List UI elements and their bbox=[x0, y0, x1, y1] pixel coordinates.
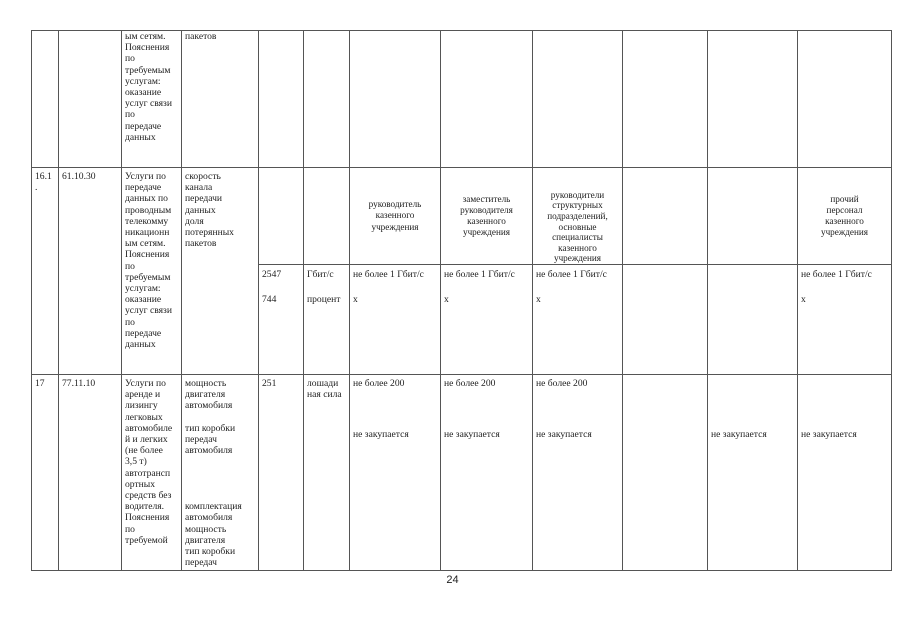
table-row bbox=[32, 168, 892, 265]
value-cell-division bbox=[533, 265, 623, 375]
not-purchased: не закупается bbox=[444, 429, 500, 440]
service-name-cell: Услуги по передаче данных по проводным телекомму никационн ым сетям. Пояснения по требуемым услугам: оказание услуг связи по передаче данных bbox=[122, 168, 182, 375]
unit-header-blank bbox=[304, 168, 350, 265]
not-purchased: не закупается bbox=[536, 429, 592, 440]
okei-code-loss: 744 bbox=[262, 294, 277, 305]
value-cell-head bbox=[350, 31, 441, 168]
okei-header-blank bbox=[259, 168, 304, 265]
speed-limit: не более 1 Гбит/с bbox=[353, 269, 424, 280]
unit-cell bbox=[304, 31, 350, 168]
value-cell-extra bbox=[623, 31, 708, 168]
value-cell-head bbox=[350, 375, 441, 571]
speed-limit: не более 1 Гбит/с bbox=[536, 269, 607, 280]
okpd-code-cell: 61.10.30 bbox=[59, 168, 122, 375]
speed-limit: не более 1 Гбит/с bbox=[801, 269, 872, 280]
header-head-of-institution: руководитель казенного учреждения bbox=[350, 168, 441, 265]
speed-limit: не более 1 Гбит/с bbox=[444, 269, 515, 280]
unit-cell bbox=[304, 265, 350, 375]
header-other-staff: прочий персонал казенного учреждения bbox=[798, 168, 892, 265]
row-number-cell: 17 bbox=[32, 375, 59, 571]
okei-cell: 251 bbox=[259, 375, 304, 571]
value-cell-division bbox=[533, 375, 623, 571]
characteristics-cell: мощность двигателя автомобиля тип коробки передач автомобиля комплектация автомобиля мощность двигателя тип коробки передач bbox=[182, 375, 259, 571]
value-cell-deputy bbox=[441, 31, 533, 168]
header-blank-2 bbox=[708, 168, 798, 265]
not-purchased: не закупается bbox=[711, 429, 767, 440]
row-number-cell bbox=[32, 31, 59, 168]
okpd-code-cell bbox=[59, 31, 122, 168]
header-deputy-head: заместитель руководителя казенного учреждения bbox=[441, 168, 533, 265]
loss-mark: x bbox=[536, 294, 541, 305]
service-name-cell: Услуги по аренде и лизингу легковых автомобиле й и легких (не более 3,5 т) автотрансп ортных средств без водителя. Пояснения по требуемой bbox=[122, 375, 182, 571]
loss-mark: x bbox=[353, 294, 358, 305]
value-cell-extra-2 bbox=[708, 375, 798, 571]
value-cell-other bbox=[798, 265, 892, 375]
okei-cell bbox=[259, 265, 304, 375]
not-purchased: не закупается bbox=[353, 429, 409, 440]
page-number: 24 bbox=[446, 574, 459, 586]
value-cell-extra bbox=[623, 265, 708, 375]
value-cell-division bbox=[533, 31, 623, 168]
not-purchased: не закупается bbox=[801, 429, 857, 440]
unit-speed: Гбит/с bbox=[307, 269, 334, 280]
table-row bbox=[32, 375, 892, 571]
power-limit: не более 200 bbox=[444, 378, 496, 389]
loss-mark: x bbox=[801, 294, 806, 305]
power-limit: не более 200 bbox=[353, 378, 405, 389]
characteristics-cell: скорость канала передачи данных доля потерянных пакетов bbox=[182, 168, 259, 375]
value-cell-extra-2 bbox=[708, 31, 798, 168]
header-blank-1 bbox=[623, 168, 708, 265]
value-cell-deputy bbox=[441, 265, 533, 375]
value-cell-extra bbox=[623, 375, 708, 571]
power-limit: не более 200 bbox=[536, 378, 588, 389]
service-name-cell: ым сетям. Пояснения по требуемым услугам: оказание услуг связи по передаче данных bbox=[122, 31, 182, 168]
value-cell-head bbox=[350, 265, 441, 375]
header-division-heads: руководители структурных подразделений, основные специалисты казенного учреждения bbox=[533, 168, 623, 265]
normative-costs-table bbox=[31, 30, 892, 571]
unit-cell: лошади ная сила bbox=[304, 375, 350, 571]
okpd-code-cell: 77.11.10 bbox=[59, 375, 122, 571]
value-cell-deputy bbox=[441, 375, 533, 571]
unit-loss: процент bbox=[307, 294, 341, 305]
value-cell-other bbox=[798, 31, 892, 168]
row-number-cell: 16.1 . bbox=[32, 168, 59, 375]
okei-code-speed: 2547 bbox=[262, 269, 282, 280]
table-row bbox=[32, 31, 892, 168]
okei-cell bbox=[259, 31, 304, 168]
value-cell-extra-2 bbox=[708, 265, 798, 375]
value-cell-other bbox=[798, 375, 892, 571]
loss-mark: x bbox=[444, 294, 449, 305]
characteristic-cell: пакетов bbox=[182, 31, 259, 168]
